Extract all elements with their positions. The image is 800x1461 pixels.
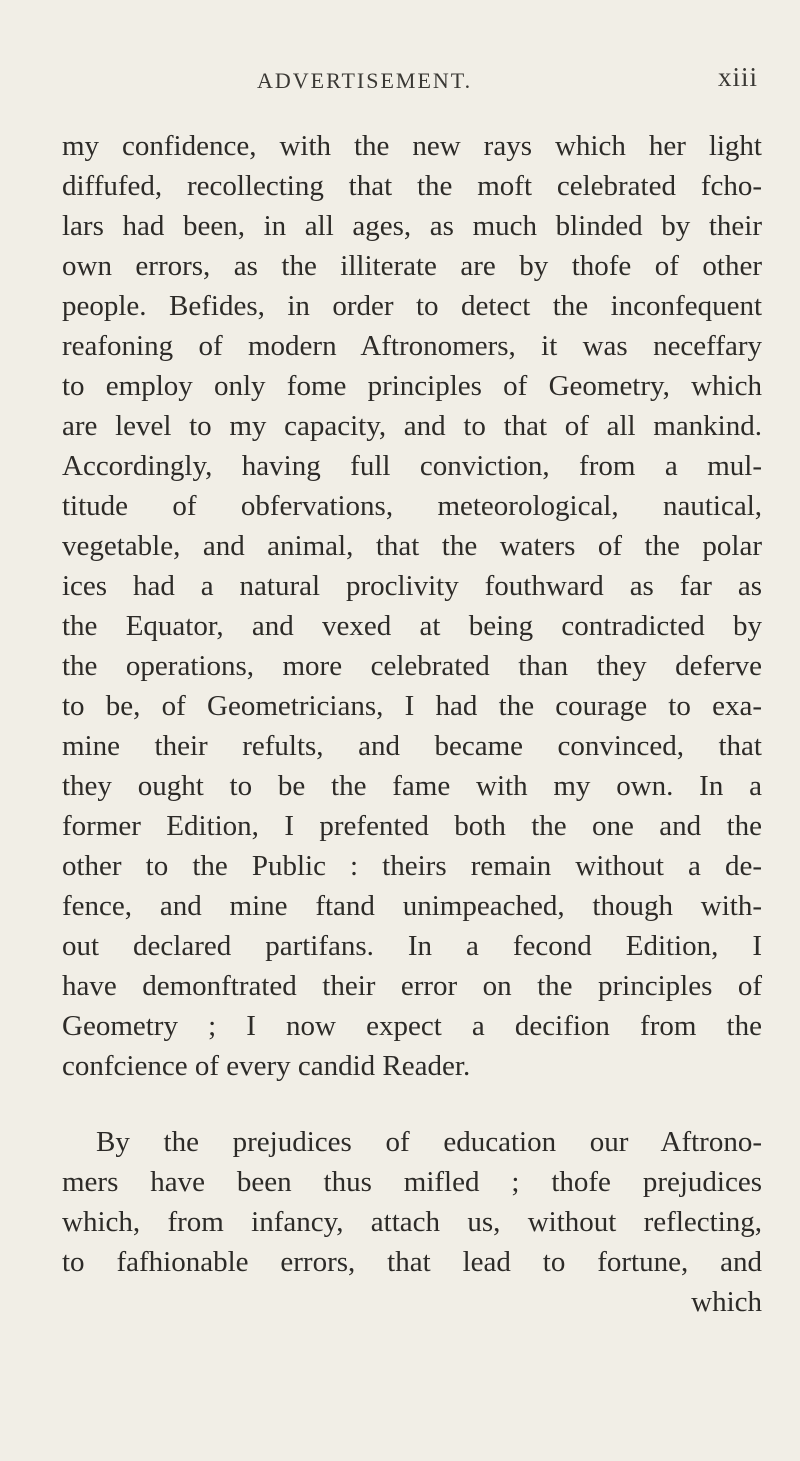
text-line: own errors, as the illiterate are by thofe of other bbox=[62, 250, 762, 282]
text-line: to employ only fome principles of Geometry, which bbox=[62, 370, 762, 402]
text-line: out declared partifans. In a fecond Edition, I bbox=[62, 930, 762, 962]
text-line: titude of obfervations, meteorological, nautical, bbox=[62, 490, 762, 522]
text-line: to be, of Geometricians, I had the courage to exa- bbox=[62, 690, 762, 722]
text-line: the operations, more celebrated than they deferve bbox=[62, 650, 762, 682]
text-line: have demonftrated their error on the principles of bbox=[62, 970, 762, 1002]
text-line: the Equator, and vexed at being contradicted by bbox=[62, 610, 762, 642]
text-line: vegetable, and animal, that the waters of the polar bbox=[62, 530, 762, 562]
page-number: xiii bbox=[718, 62, 759, 92]
text-line: reafoning of modern Aftronomers, it was neceffary bbox=[62, 330, 762, 362]
text-line: Accordingly, having full conviction, from a mul- bbox=[62, 450, 762, 482]
text-line: diffufed, recollecting that the moft celebrated fcho- bbox=[62, 170, 762, 202]
body-text bbox=[62, 126, 762, 1322]
catchword: which bbox=[691, 1286, 762, 1318]
text-line: which, from infancy, attach us, without reflecting, bbox=[62, 1206, 762, 1238]
text-line: fence, and mine ftand unimpeached, though with- bbox=[62, 890, 762, 922]
text-line: lars had been, in all ages, as much blinded by their bbox=[62, 210, 762, 242]
text-line: are level to my capacity, and to that of all mankind. bbox=[62, 410, 762, 442]
text-line: former Edition, I prefented both the one and the bbox=[62, 810, 762, 842]
paragraph-gap bbox=[62, 1086, 762, 1122]
text-line: other to the Public : theirs remain without a de- bbox=[62, 850, 762, 882]
text-line: Geometry ; I now expect a decifion from the bbox=[62, 1010, 762, 1042]
text-line: By the prejudices of education our Aftrono- bbox=[96, 1126, 762, 1158]
text-line: mers have been thus mifled ; thofe prejudices bbox=[62, 1166, 762, 1198]
text-line: to fafhionable errors, that lead to fortune, and bbox=[62, 1246, 762, 1278]
running-head: ADVERTISEMENT. bbox=[257, 68, 473, 93]
text-line: confcience of every candid Reader. bbox=[62, 1050, 471, 1082]
text-line: people. Befides, in order to detect the inconfequent bbox=[62, 290, 762, 322]
text-line: ices had a natural proclivity fouthward as far as bbox=[62, 570, 762, 602]
paragraph-1 bbox=[62, 126, 762, 1086]
text-line: my confidence, with the new rays which her light bbox=[62, 130, 762, 162]
text-line: mine their refults, and became convinced, that bbox=[62, 730, 762, 762]
text-line: they ought to be the fame with my own. In a bbox=[62, 770, 762, 802]
paragraph-2 bbox=[62, 1122, 762, 1322]
